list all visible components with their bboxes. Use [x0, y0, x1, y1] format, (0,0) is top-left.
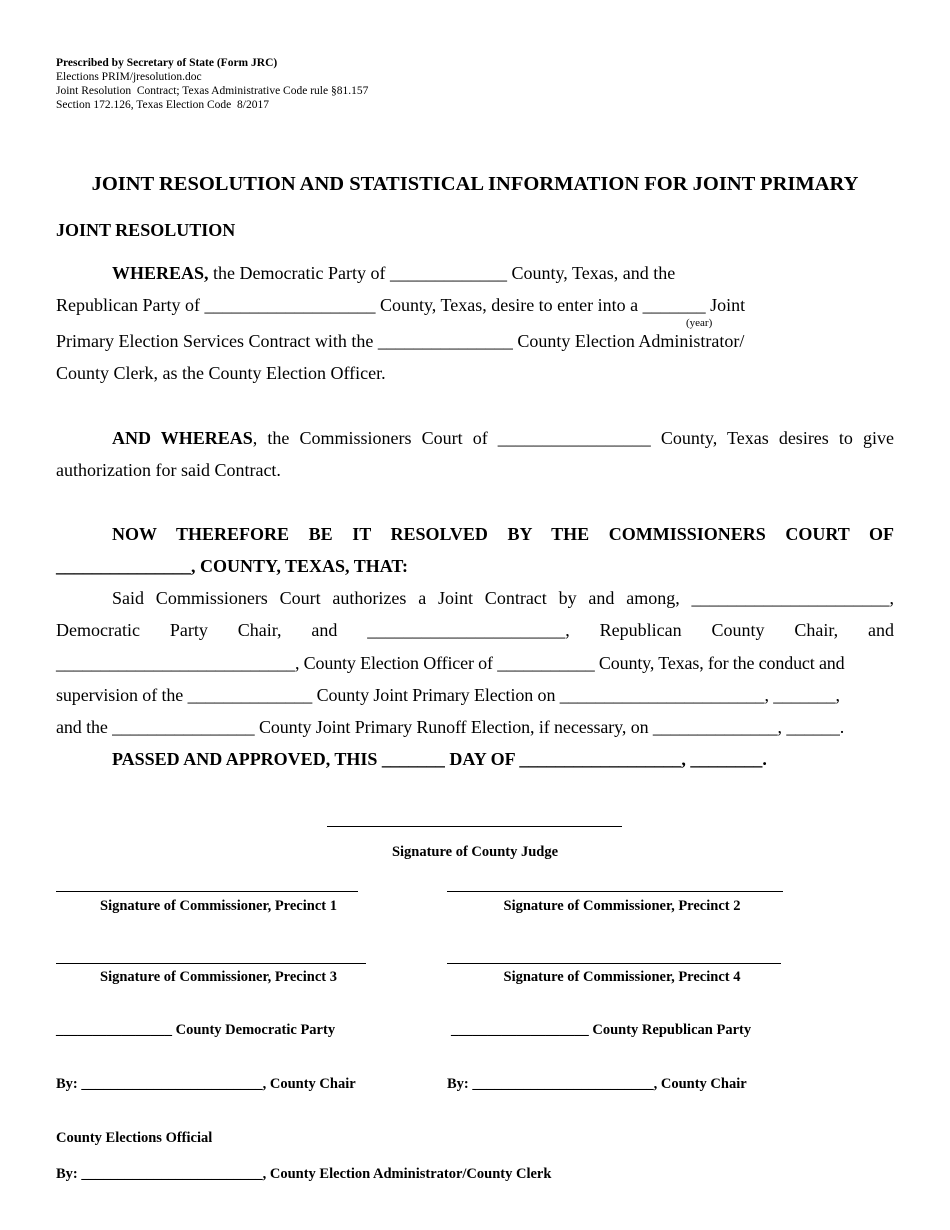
precinct-4-signature-line: [447, 963, 781, 964]
whereas-text-1: the Democratic Party of _____________ County, Texas, and the: [208, 263, 676, 283]
resolved-line-1: [112, 524, 894, 545]
precinct-3-signature-label: Signature of Commissioner, Precinct 3: [100, 969, 337, 985]
body-text-2: Democratic Party Chair, and ______________________, Republican County Chair, and: [56, 620, 894, 640]
judge-signature-label: Signature of County Judge: [391, 844, 559, 860]
republican-chair-line: By: _________________________, County Chair: [447, 1076, 747, 1092]
judge-signature-line: [327, 826, 622, 827]
body-line-2: [56, 620, 894, 641]
form-section-line: Section 172.126, Texas Election Code 8/2017: [56, 99, 269, 111]
body-line-1: [112, 588, 894, 609]
precinct-1-signature-label: Signature of Commissioner, Precinct 1: [100, 898, 337, 914]
whereas-line-1: [112, 263, 675, 284]
and-whereas-lead: AND WHEREAS: [112, 428, 253, 448]
precinct-2-signature-line: [447, 891, 783, 892]
democratic-chair-line: By: _________________________, County Chair: [56, 1076, 356, 1092]
precinct-3-signature-line: [56, 963, 366, 964]
and-whereas-text-1: , the Commissioners Court of _________________ County, Texas desires to give: [252, 428, 894, 448]
year-hint: (year): [686, 317, 713, 329]
body-line-4: supervision of the ______________ County Joint Primary Election on _______________________, _______,: [56, 685, 840, 705]
resolved-line-2: _______________, COUNTY, TEXAS, THAT:: [56, 556, 409, 576]
body-line-5: and the ________________ County Joint Primary Runoff Election, if necessary, on ______________, ______.: [56, 717, 845, 737]
section-title: JOINT RESOLUTION: [56, 220, 236, 240]
resolved-text-1: NOW THEREFORE BE IT RESOLVED BY THE COMMISSIONERS COURT OF: [112, 524, 894, 544]
whereas-lead: WHEREAS,: [112, 263, 209, 283]
body-line-3: ___________________________, County Election Officer of ___________ County, Texas, for the conduct and: [56, 653, 845, 673]
and-whereas-line-1: [112, 428, 894, 449]
precinct-4-signature-label: Signature of Commissioner, Precinct 4: [503, 969, 741, 985]
form-prescribed-line: Prescribed by Secretary of State (Form JRC): [56, 57, 278, 69]
republican-party-line: ___________________ County Republican Party: [451, 1022, 752, 1038]
passed-approved-line: PASSED AND APPROVED, THIS _______ DAY OF __________________, ________.: [112, 749, 767, 769]
democratic-party-line: ________________ County Democratic Party: [56, 1022, 336, 1038]
whereas-line-4: County Clerk, as the County Election Officer.: [56, 363, 386, 383]
whereas-line-3: Primary Election Services Contract with the _______________ County Election Administrator/: [56, 331, 745, 351]
precinct-1-signature-line: [56, 891, 358, 892]
page-title: JOINT RESOLUTION AND STATISTICAL INFORMATION FOR JOINT PRIMARY: [91, 173, 859, 195]
county-election-administrator-line: By: _________________________, County Election Administrator/County Clerk: [56, 1166, 552, 1182]
form-file-line: Elections PRIM/jresolution.doc: [56, 71, 202, 83]
body-text-1: Said Commissioners Court authorizes a Joint Contract by and among, ______________________,: [112, 588, 894, 608]
and-whereas-line-2: authorization for said Contract.: [56, 460, 281, 480]
precinct-2-signature-label: Signature of Commissioner, Precinct 2: [503, 898, 741, 914]
whereas-line-2: Republican Party of ___________________ County, Texas, desire to enter into a _______ Joint: [56, 295, 746, 315]
form-rule-line: Joint Resolution Contract; Texas Administrative Code rule §81.157: [56, 85, 369, 97]
county-elections-official-heading: County Elections Official: [56, 1130, 213, 1146]
